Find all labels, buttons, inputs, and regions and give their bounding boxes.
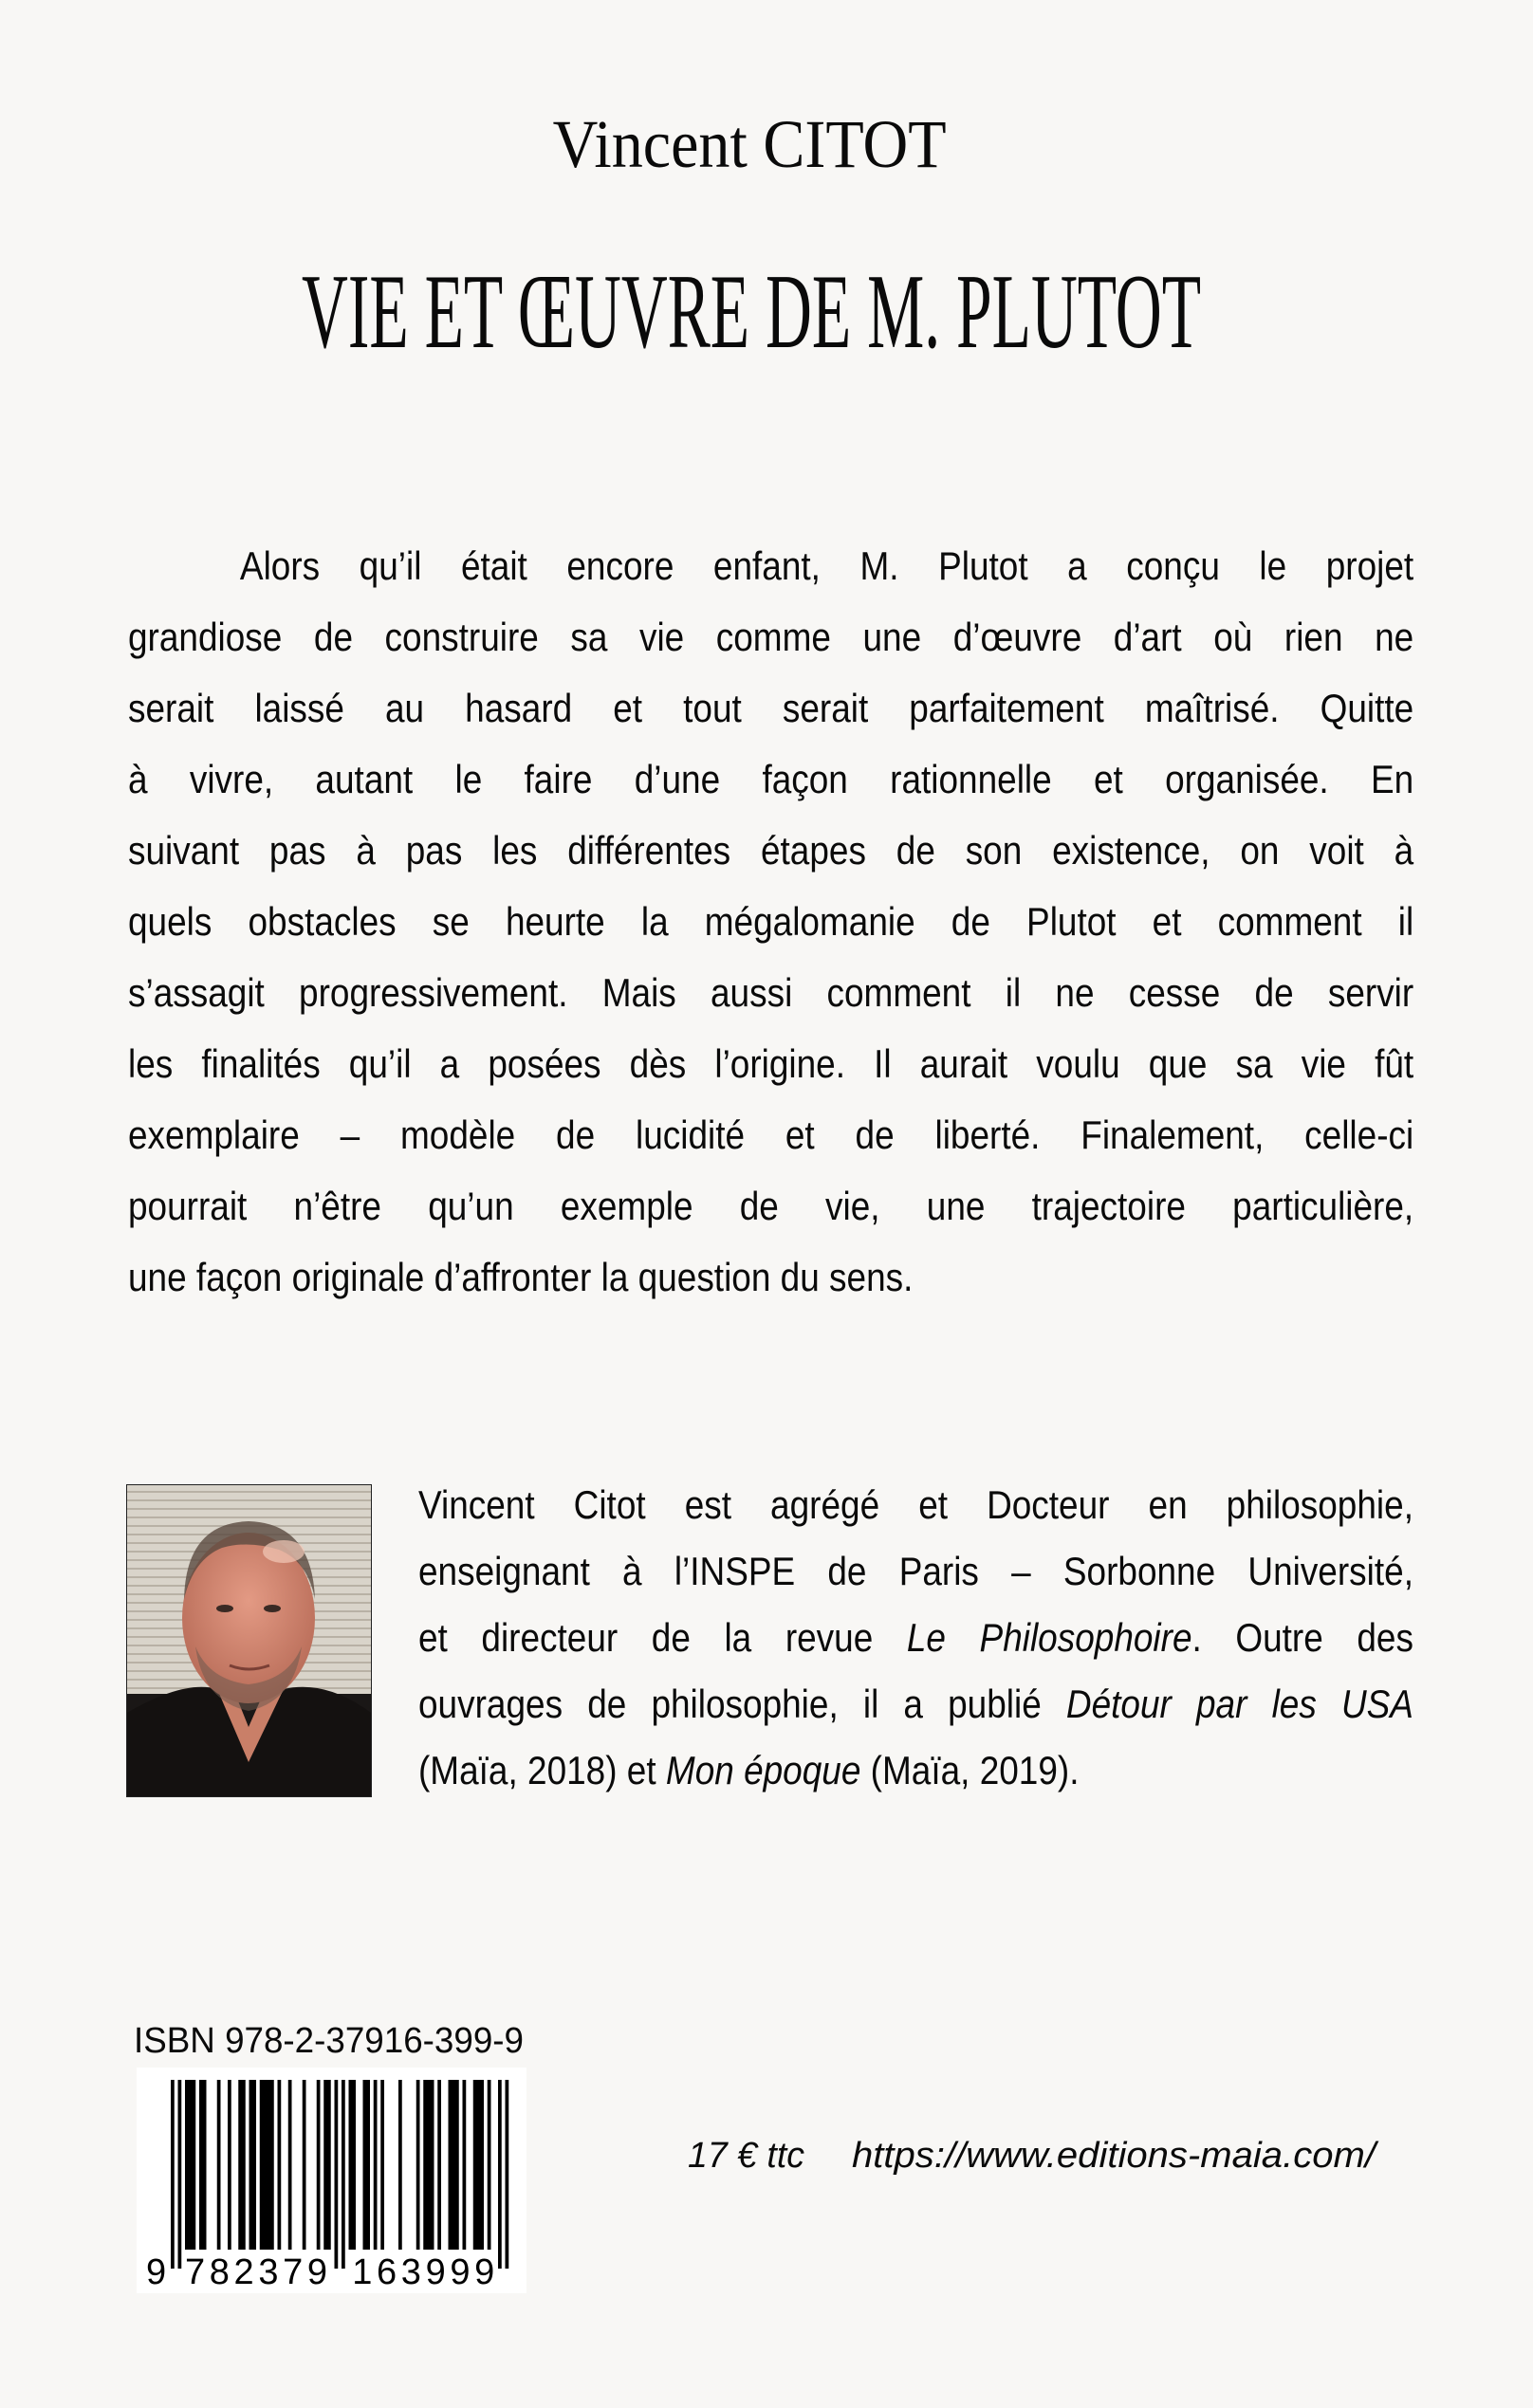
author-name-container [0, 106, 1500, 182]
bio-text: et directeur de la revue [418, 1615, 907, 1660]
publisher-url-container [852, 2136, 1376, 2176]
bio-text: (Maïa, 2018) et [418, 1748, 666, 1792]
barcode-bar [303, 2080, 306, 2250]
author-photo [126, 1484, 372, 1797]
barcode-bar [278, 2080, 282, 2250]
publisher-url[interactable]: https://www.editions-maia.com/ [852, 2136, 1376, 2176]
barcode-bar [398, 2080, 402, 2250]
barcode-first-digit: 9 [146, 2252, 167, 2292]
bio-text: Vincent Citot est agrégé et Docteur en philosophie, [418, 1482, 1413, 1527]
isbn-label-container [134, 2023, 537, 2059]
barcode-bars [171, 2080, 508, 2269]
book-title-reference: Mon époque [665, 1748, 861, 1792]
barcode [137, 2068, 526, 2293]
blurb-line: quels obstacles se heurte la mégalomanie de Plutot et comment il [128, 899, 1414, 944]
bio-line [418, 1472, 1413, 1538]
author-bio [418, 1472, 1413, 1804]
barcode-bar [488, 2080, 491, 2250]
barcode-bar [199, 2080, 207, 2250]
blurb-line: pourrait n’être qu’un exemple de vie, une trajectoire particulière, [128, 1184, 1414, 1228]
barcode-guard-bar [178, 2080, 182, 2269]
barcode-bar [323, 2080, 331, 2250]
bio-line [418, 1671, 1413, 1737]
barcode-bar [185, 2080, 195, 2250]
bio-line [418, 1737, 1413, 1804]
barcode-bar [416, 2080, 420, 2250]
barcode-bar [228, 2080, 231, 2250]
blurb-line: exemplaire – modèle de lucidité et de liberté. Finalement, celle-ci [128, 1112, 1414, 1157]
barcode-right-digits: 163999 [352, 2252, 495, 2292]
bio-text: ouvrages de philosophie, il a publié [418, 1682, 1066, 1726]
barcode-bar [288, 2080, 292, 2250]
bio-text: enseignant à l’INSPE de Paris – Sorbonne Université, [418, 1549, 1413, 1593]
barcode-guard-bar [171, 2080, 175, 2269]
barcode-left-digits: 782379 [185, 2252, 327, 2292]
book-title-container [0, 253, 1503, 371]
barcode-graphic [137, 2068, 526, 2293]
barcode-bar [238, 2080, 246, 2250]
author-name: Vincent CITOT [553, 106, 947, 182]
bio-text: (Maïa, 2019). [860, 1748, 1080, 1792]
bio-line [418, 1605, 1413, 1671]
blurb-line: Alors qu’il était encore enfant, M. Plutot a conçu le projet [239, 543, 1414, 588]
barcode-bar [437, 2080, 441, 2250]
barcode-guard-bar [506, 2080, 509, 2269]
barcode-guard-bar [498, 2080, 502, 2269]
barcode-bar [349, 2080, 357, 2250]
author-photo-illustration [127, 1485, 371, 1796]
bio-line [418, 1538, 1413, 1605]
blurb-line: grandiose de construire sa vie comme une d’œuvre d’art où rien ne [128, 615, 1414, 659]
book-title: VIE ET ŒUVRE DE M. PLUTOT [302, 253, 1201, 371]
barcode-bar [463, 2080, 467, 2250]
barcode-bar [380, 2080, 384, 2250]
blurb-line: suivant pas à pas les différentes étapes de son existence, on voit à [128, 828, 1414, 873]
barcode-bar [260, 2080, 274, 2250]
barcode-bar [363, 2080, 371, 2250]
isbn-label: ISBN 978-2-37916-399-9 [134, 2021, 524, 2061]
barcode-bar [317, 2080, 321, 2250]
bio-text: . Outre des [1191, 1615, 1413, 1660]
blurb-line: s’assagit progressivement. Mais aussi comment il ne cesse de servir [128, 970, 1414, 1015]
blurb-line: serait laissé au hasard et tout serait parfaitement maîtrisé. Quitte [128, 686, 1414, 730]
barcode-guard-bar [335, 2080, 339, 2269]
barcode-bar [449, 2080, 459, 2250]
barcode-guard-bar [342, 2080, 345, 2269]
price-container [688, 2138, 806, 2174]
blurb-line: les finalités qu’il a posées dès l’origine. Il aurait voulu que sa vie fût [128, 1041, 1414, 1086]
book-title-reference: Détour par les USA [1065, 1682, 1413, 1726]
blurb-line: une façon originale d’affronter la question du sens. [128, 1255, 914, 1299]
barcode-bar [473, 2080, 484, 2250]
barcode-bar [423, 2080, 434, 2250]
blurb-paragraph [128, 530, 1413, 1313]
price: 17 € ttc [688, 2136, 804, 2176]
journal-title: Le Philosophoire [906, 1615, 1192, 1660]
barcode-bar [249, 2080, 257, 2250]
blurb-line: à vivre, autant le faire d’une façon rationnelle et organisée. En [128, 757, 1414, 801]
barcode-bar [217, 2080, 221, 2250]
barcode-bar [374, 2080, 378, 2250]
